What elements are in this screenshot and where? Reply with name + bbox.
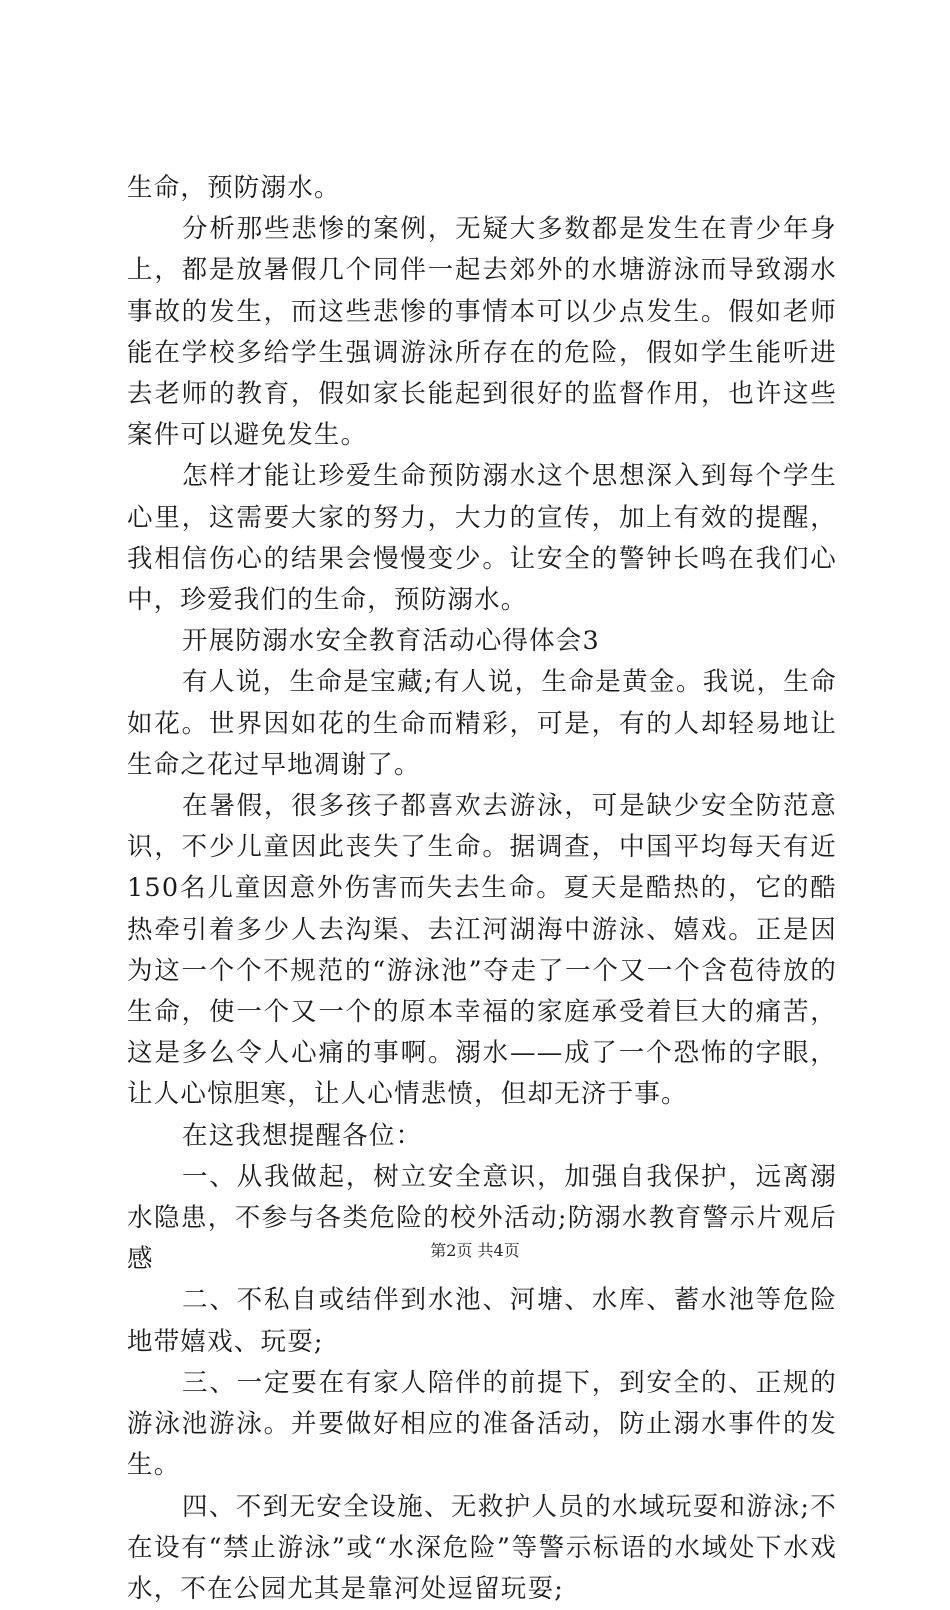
paragraph: 分析那些悲惨的案例，无疑大多数都是发生在青少年身上，都是放暑假几个同伴一起去郊外的水塘游泳而导致溺水事故的发生，而这些悲惨的事情本可以少点发生。假如老师能在学校多给学生强调游泳所存在的危险，假如学生能听进去老师的教育，假如家长能起到很好的监督作用，也许这些案件可以避免发生。	[127, 209, 837, 456]
list-item: 三、一定要在有家人陪伴的前提下，到安全的、正规的游泳池游泳。并要做好相应的准备活动，防止溺水事件的发生。	[127, 1363, 837, 1487]
paragraph: 怎样才能让珍爱生命预防溺水这个思想深入到每个学生心里，这需要大家的努力，大力的宣传，加上有效的提醒，我相信伤心的结果会慢慢变少。让安全的警钟长鸣在我们心中，珍爱我们的生命，预防溺水。	[127, 456, 837, 621]
paragraph: 生命，预防溺水。	[127, 168, 837, 209]
page-number: 第2页 共4页	[0, 1241, 950, 1261]
list-item: 四、不到无安全设施、无救护人员的水域玩耍和游泳;不在设有“禁止游泳”或“水深危险”等警示标语的水域处下水戏水，不在公园尤其是靠河处逗留玩耍;	[127, 1487, 837, 1610]
document-body	[127, 168, 837, 1610]
section-heading: 开展防溺水安全教育活动心得体会3	[127, 621, 837, 662]
paragraph: 有人说，生命是宝藏;有人说，生命是黄金。我说，生命如花。世界因如花的生命而精彩，可是，有的人却轻易地让生命之花过早地凋谢了。	[127, 662, 837, 786]
list-item: 二、不私自或结伴到水池、河塘、水库、蓄水池等危险地带嬉戏、玩耍;	[127, 1280, 837, 1362]
paragraph: 在这我想提醒各位：	[127, 1116, 837, 1157]
paragraph: 在暑假，很多孩子都喜欢去游泳，可是缺少安全防范意识，不少儿童因此丧失了生命。据调查，中国平均每天有近150名儿童因意外伤害而失去生命。夏天是酷热的，它的酷热牵引着多少人去沟渠、去江河湖海中游泳、嬉戏。正是因为这一个个不规范的“游泳池”夺走了一个又一个含苞待放的生命，使一个又一个的原本幸福的家庭承受着巨大的痛苦，这是多么令人心痛的事啊。溺水——成了一个恐怖的字眼，让人心惊胆寒，让人心情悲愤，但却无济于事。	[127, 786, 837, 1116]
list-item: 一、从我做起，树立安全意识，加强自我保护，远离溺水隐患，不参与各类危险的校外活动;防溺水教育警示片观后感	[127, 1157, 837, 1281]
